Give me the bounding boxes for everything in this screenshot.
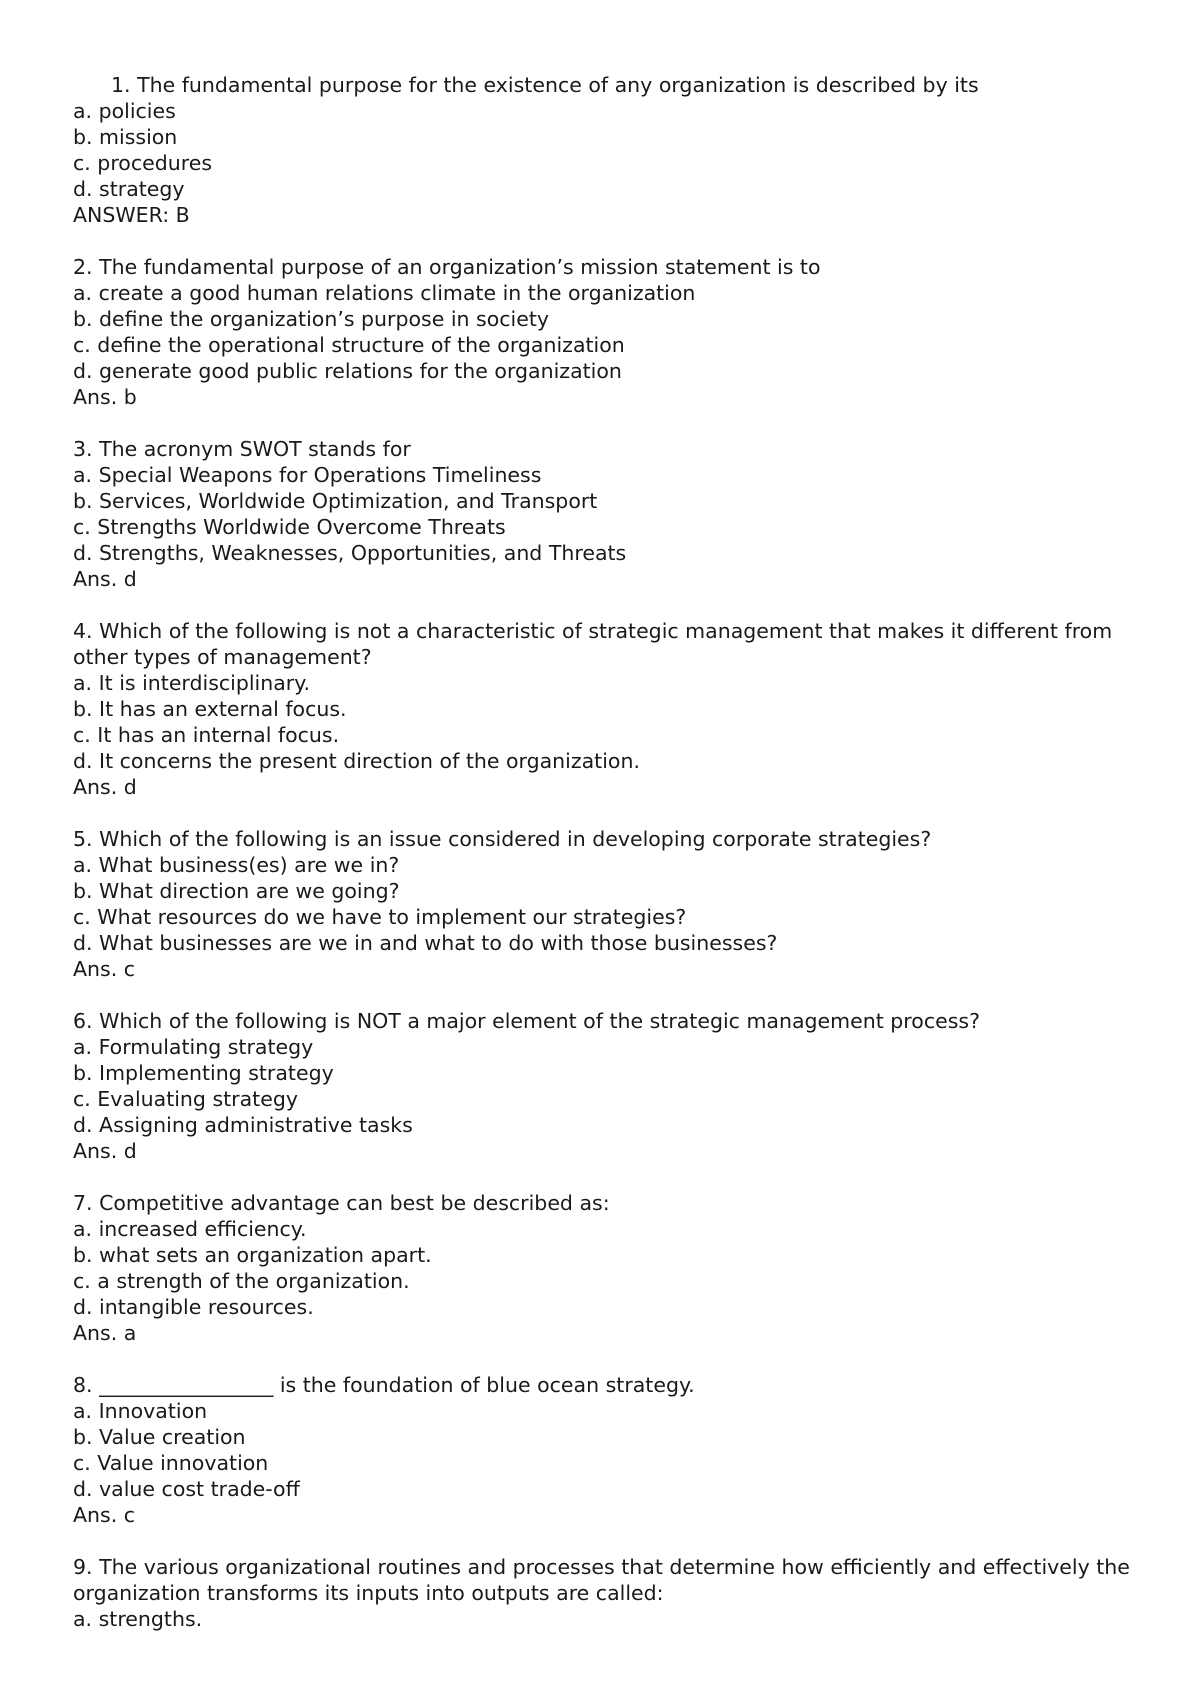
answer-key: Ans. c — [73, 957, 136, 981]
answer-option: d. generate good public relations for the organization — [73, 359, 622, 383]
question-stem: 1. The fundamental purpose for the existence of any organization is described by its — [111, 73, 979, 97]
answer-option: c. It has an internal focus. — [73, 723, 340, 747]
answer-option: b. what sets an organization apart. — [73, 1243, 432, 1267]
answer-option: b. Services, Worldwide Optimization, and Transport — [73, 489, 598, 513]
question-2 — [73, 254, 1153, 410]
question-1 — [73, 72, 1153, 228]
answer-option: d. It concerns the present direction of the organization. — [73, 749, 640, 773]
answer-option: b. mission — [73, 125, 178, 149]
answer-option: d. Assigning administrative tasks — [73, 1113, 413, 1137]
answer-option: d. intangible resources. — [73, 1295, 314, 1319]
answer-option: a. It is interdisciplinary. — [73, 671, 310, 695]
question-6 — [73, 1008, 1153, 1164]
answer-option: b. What direction are we going? — [73, 879, 400, 903]
answer-option: c. Value innovation — [73, 1451, 269, 1475]
answer-option: d. strategy — [73, 177, 185, 201]
answer-key: Ans. c — [73, 1503, 136, 1527]
answer-option: a. Special Weapons for Operations Timeliness — [73, 463, 542, 487]
answer-option: b. Value creation — [73, 1425, 246, 1449]
question-stem: 8. _________________ is the foundation of blue ocean strategy. — [73, 1373, 695, 1397]
answer-option: a. policies — [73, 99, 176, 123]
question-4 — [73, 618, 1153, 800]
answer-option: a. create a good human relations climate in the organization — [73, 281, 696, 305]
answer-option: a. Innovation — [73, 1399, 208, 1423]
answer-option: c. procedures — [73, 151, 212, 175]
answer-option: a. Formulating strategy — [73, 1035, 314, 1059]
answer-option: b. Implementing strategy — [73, 1061, 334, 1085]
question-stem: 3. The acronym SWOT stands for — [73, 437, 411, 461]
answer-option: a. What business(es) are we in? — [73, 853, 400, 877]
answer-option: c. What resources do we have to implement our strategies? — [73, 905, 687, 929]
question-3 — [73, 436, 1153, 592]
answer-key: Ans. d — [73, 775, 137, 799]
question-stem: 5. Which of the following is an issue considered in developing corporate strategies? — [73, 827, 932, 851]
answer-key: ANSWER: B — [73, 203, 190, 227]
answer-option: b. It has an external focus. — [73, 697, 347, 721]
answer-key: Ans. b — [73, 385, 137, 409]
answer-key: Ans. d — [73, 1139, 137, 1163]
question-5 — [73, 826, 1153, 982]
quiz-content — [73, 72, 1153, 1658]
answer-option: a. strengths. — [73, 1607, 203, 1631]
answer-key: Ans. a — [73, 1321, 137, 1345]
answer-option: d. value cost trade-off — [73, 1477, 300, 1501]
answer-option: c. Evaluating strategy — [73, 1087, 298, 1111]
answer-option: c. define the operational structure of the organization — [73, 333, 625, 357]
answer-option: d. What businesses are we in and what to do with those businesses? — [73, 931, 778, 955]
answer-option: c. Strengths Worldwide Overcome Threats — [73, 515, 506, 539]
answer-option: c. a strength of the organization. — [73, 1269, 410, 1293]
question-7 — [73, 1190, 1153, 1346]
question-stem: 7. Competitive advantage can best be described as: — [73, 1191, 610, 1215]
answer-option: d. Strengths, Weaknesses, Opportunities, and Threats — [73, 541, 627, 565]
answer-key: Ans. d — [73, 567, 137, 591]
question-stem: 4. Which of the following is not a characteristic of strategic management that makes it different from other types of management? — [73, 619, 1119, 669]
question-8 — [73, 1372, 1153, 1528]
question-stem: 6. Which of the following is NOT a major element of the strategic management process? — [73, 1009, 980, 1033]
question-9 — [73, 1554, 1153, 1632]
answer-option: a. increased efficiency. — [73, 1217, 307, 1241]
question-stem: 9. The various organizational routines and processes that determine how efficiently and effectively the organization transforms its inputs into outputs are called: — [73, 1555, 1137, 1605]
question-stem: 2. The fundamental purpose of an organization’s mission statement is to — [73, 255, 821, 279]
answer-option: b. define the organization’s purpose in society — [73, 307, 550, 331]
